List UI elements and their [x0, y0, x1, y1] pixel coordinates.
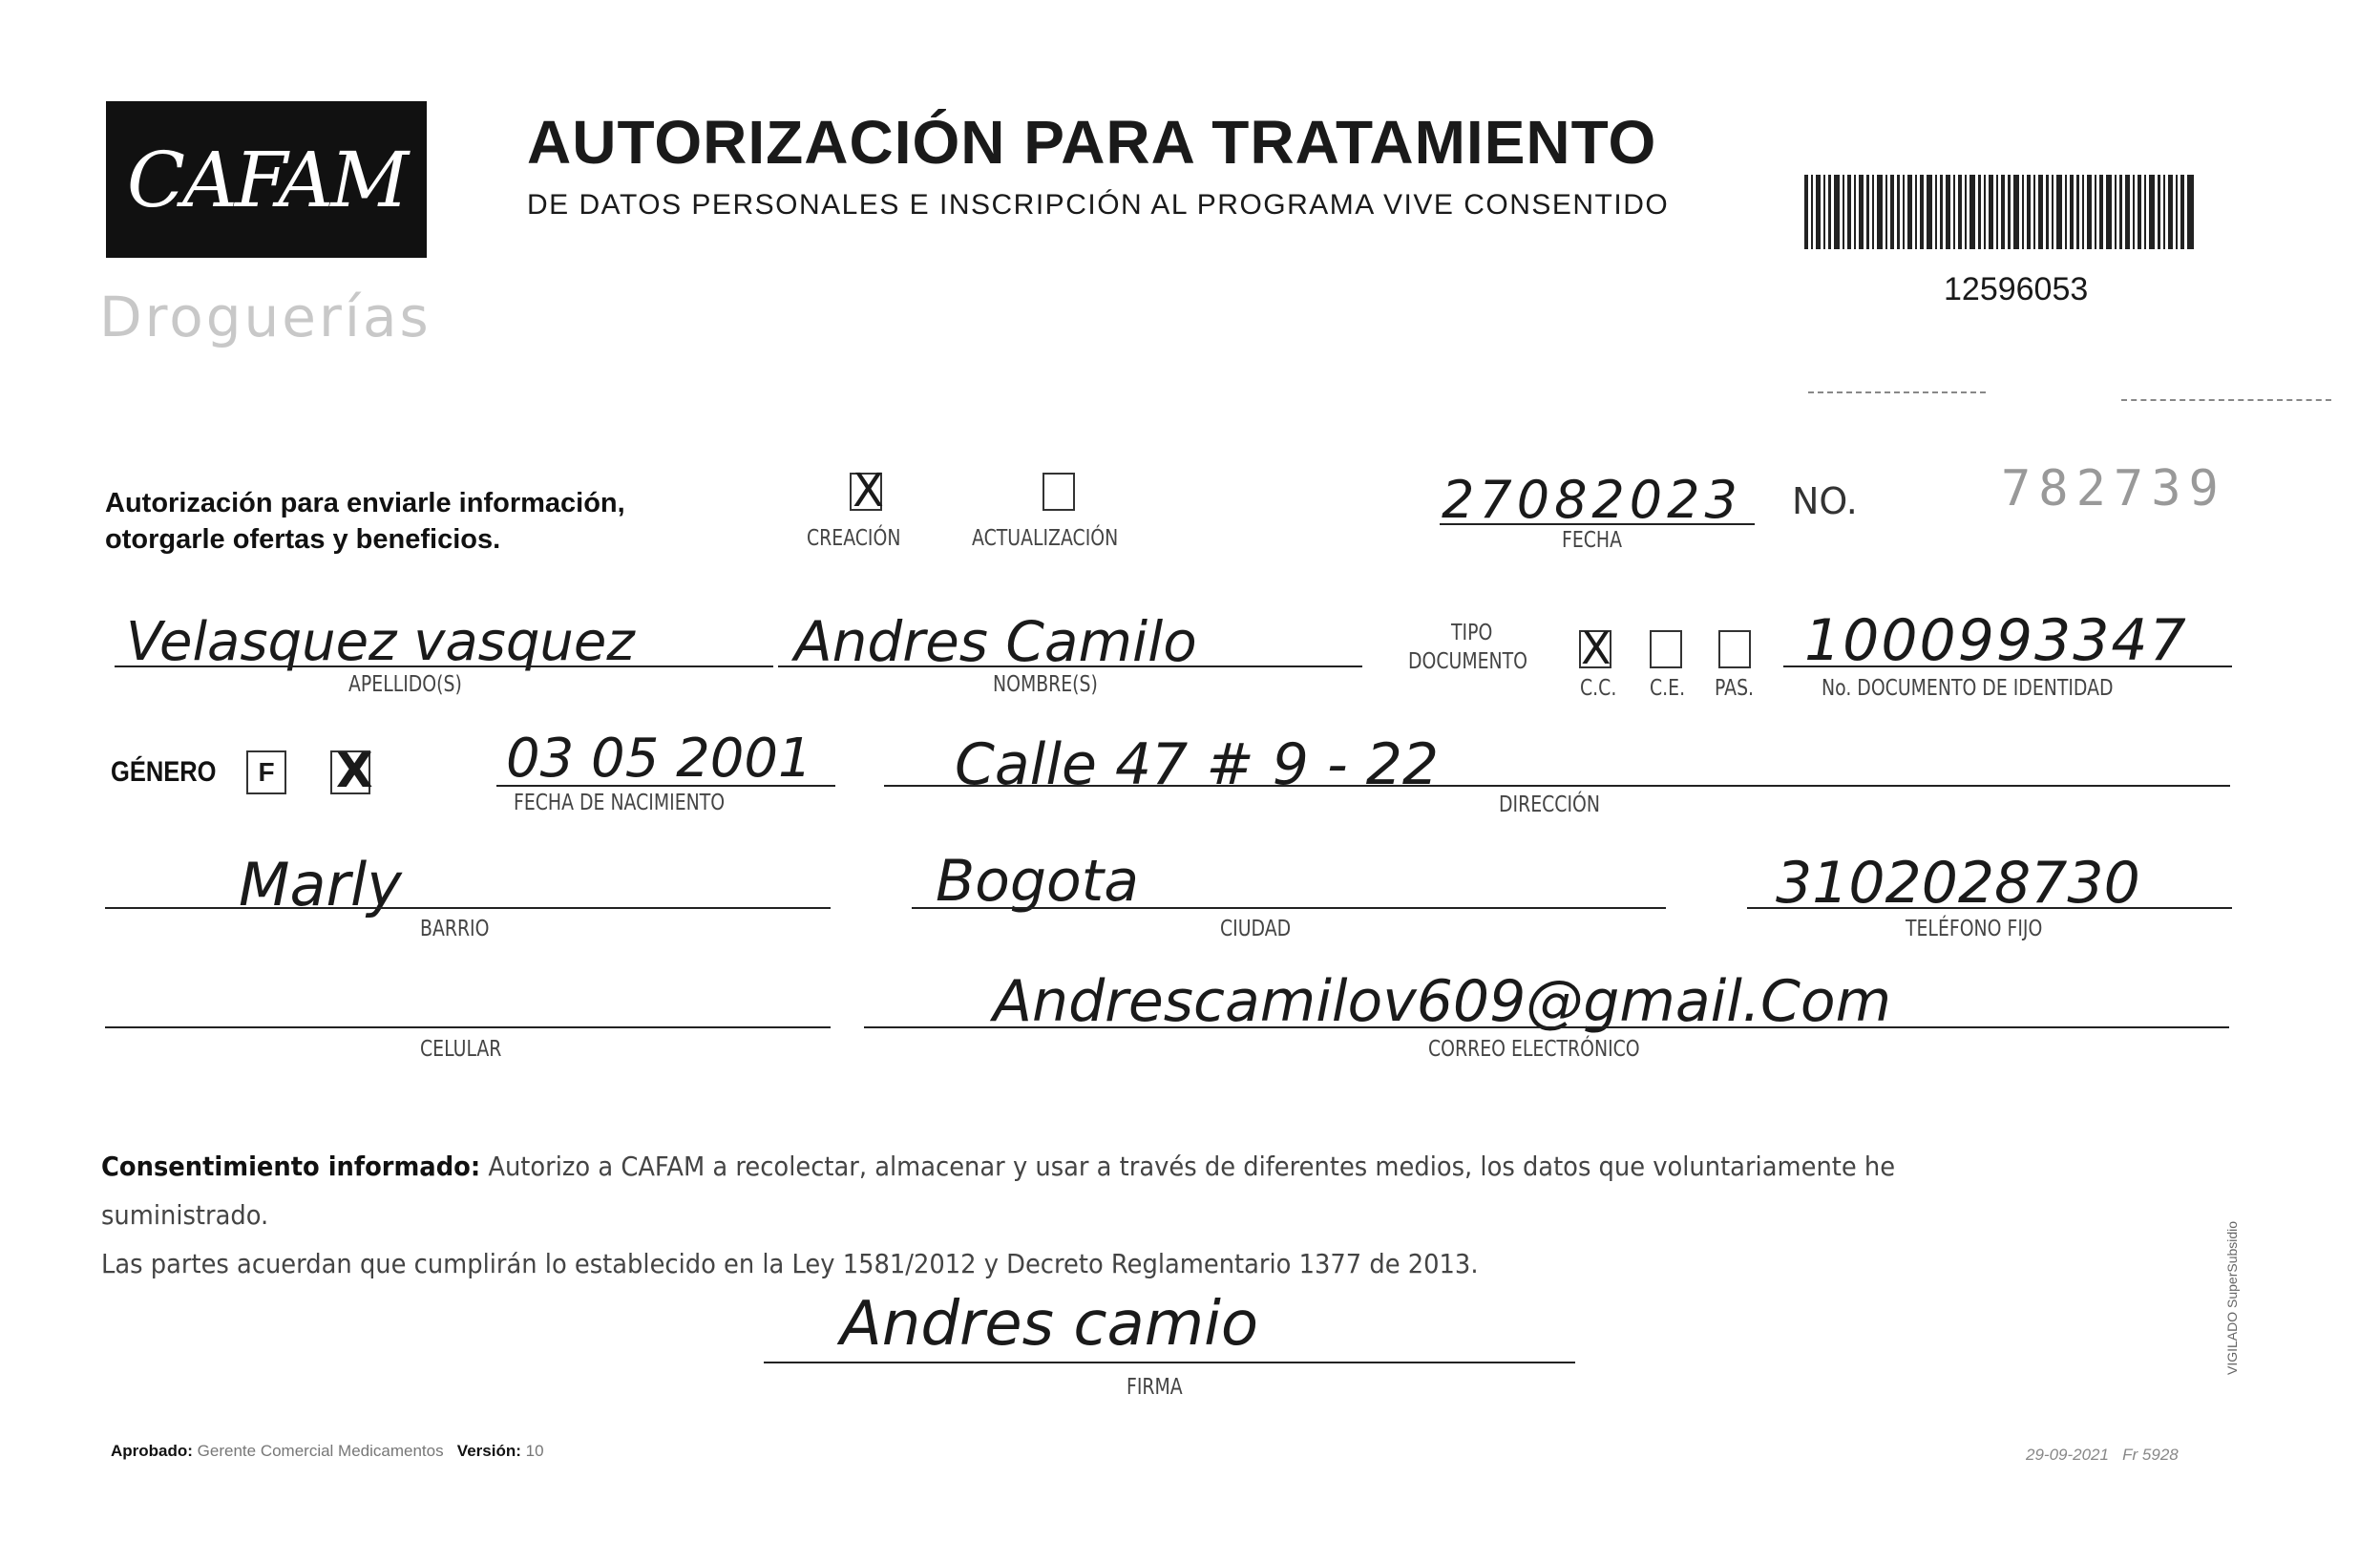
genero-f-checkbox[interactable]	[246, 750, 286, 794]
fecha-nacimiento-label: FECHA DE NACIMIENTO	[514, 791, 726, 815]
logo-text: CAFAM	[126, 135, 407, 224]
creacion-mark: X	[853, 464, 884, 518]
consent-text	[101, 1142, 2069, 1288]
correo-line	[864, 1026, 2229, 1028]
fecha-nacimiento-value: 03 05 2001	[506, 728, 812, 790]
fecha-value: 27082023	[1442, 470, 1742, 530]
direccion-line	[884, 785, 2230, 787]
nombres-label: NOMBRE(S)	[993, 672, 1098, 697]
barrio-value: Marly	[239, 850, 402, 919]
divider	[2121, 399, 2331, 401]
barcode-number: 12596053	[1944, 271, 2089, 307]
authorization-text-line2: otorgarle ofertas y beneficios.	[105, 524, 501, 555]
direccion-label: DIRECCIÓN	[1499, 792, 1600, 817]
apellidos-label: APELLIDO(S)	[348, 672, 462, 697]
tipo-documento-label: TIPO	[1451, 621, 1493, 645]
page-subtitle: DE DATOS PERSONALES E INSCRIPCIÓN AL PROGRAMA VIVE CONSENTIDO	[527, 189, 1670, 221]
celular-label: CELULAR	[420, 1037, 502, 1062]
aprobado-label: Aprobado:	[111, 1442, 193, 1460]
genero-label: GÉNERO	[111, 756, 217, 788]
direccion-value: Calle 47 # 9 - 22	[955, 731, 1440, 798]
ciudad-value: Bogota	[936, 848, 1139, 915]
consent-line1-text: Autorizo a CAFAM a recolectar, almacenar y usar a través de diferentes medios, los datos que voluntariamente he suministrado.	[101, 1151, 1896, 1231]
apellidos-value: Velasquez vasquez	[126, 611, 635, 673]
ciudad-label: CIUDAD	[1220, 917, 1292, 941]
pas-label: PAS.	[1715, 676, 1755, 701]
no-label: NO.	[1792, 480, 1858, 522]
telefono-line	[1747, 907, 2232, 909]
celular-line	[105, 1026, 831, 1028]
fecha-label: FECHA	[1562, 528, 1623, 553]
fecha-nacimiento-line	[496, 785, 835, 787]
nombres-value: Andres Camilo	[794, 609, 1197, 674]
correo-value: Andrescamilov609@gmail.Com	[993, 968, 1892, 1035]
ce-label: C.E.	[1650, 676, 1686, 701]
actualizacion-checkbox[interactable]	[1043, 473, 1075, 511]
page-title: AUTORIZACIÓN PARA TRATAMIENTO	[527, 108, 1657, 177]
pas-checkbox[interactable]	[1718, 630, 1751, 668]
footer-approval	[111, 1442, 544, 1461]
genero-f-label: F	[258, 757, 275, 787]
consent-bold: Consentimiento informado:	[101, 1151, 481, 1182]
aprobado-value: Gerente Comercial Medicamentos	[197, 1442, 444, 1460]
documento-line	[1783, 665, 2232, 667]
signature-value: Andres camio	[840, 1289, 1259, 1360]
version-value: 10	[525, 1442, 544, 1460]
barcode	[1804, 175, 2194, 249]
ce-checkbox[interactable]	[1650, 630, 1682, 668]
barrio-line	[105, 907, 831, 909]
telefono-label: TELÉFONO FIJO	[1906, 917, 2043, 941]
genero-m-mark: X	[336, 743, 373, 798]
version-label: Versión:	[456, 1442, 521, 1460]
cc-label: C.C.	[1580, 676, 1617, 701]
nombres-line	[778, 665, 1362, 667]
logo-subtitle: Droguerías	[99, 285, 432, 349]
date-code: 29-09-2021	[2026, 1446, 2109, 1464]
barrio-label: BARRIO	[420, 917, 490, 941]
telefono-value: 3102028730	[1776, 850, 2140, 917]
ciudad-line	[912, 907, 1666, 909]
footer-codes	[2026, 1446, 2179, 1465]
no-value: 782739	[2001, 460, 2226, 518]
tipo-documento-label-2: DOCUMENTO	[1408, 649, 1528, 674]
documento-value: 1000993347	[1804, 607, 2188, 674]
consent-line1	[101, 1142, 2069, 1239]
actualizacion-label: ACTUALIZACIÓN	[972, 526, 1119, 551]
creacion-label: CREACIÓN	[807, 526, 901, 551]
signature-line	[764, 1362, 1575, 1363]
documento-label: No. DOCUMENTO DE IDENTIDAD	[1822, 676, 2114, 701]
consent-line2: Las partes acuerdan que cumplirán lo establecido en la Ley 1581/2012 y Decreto Reglamentario 1377 de 2013.	[101, 1248, 1479, 1279]
authorization-text	[105, 485, 625, 558]
cafam-logo	[106, 101, 427, 258]
divider	[1808, 391, 1986, 393]
authorization-text-line1: Autorización para enviarle información,	[105, 488, 625, 518]
signature-label: FIRMA	[1127, 1375, 1183, 1400]
apellidos-line	[115, 665, 773, 667]
vigilado-side-text: VIGILADO SuperSubsidio	[2224, 1220, 2240, 1375]
form-code: Fr 5928	[2122, 1446, 2179, 1464]
cc-mark: X	[1581, 623, 1611, 674]
correo-label: CORREO ELECTRÓNICO	[1428, 1037, 1640, 1062]
fecha-line	[1440, 523, 1755, 525]
